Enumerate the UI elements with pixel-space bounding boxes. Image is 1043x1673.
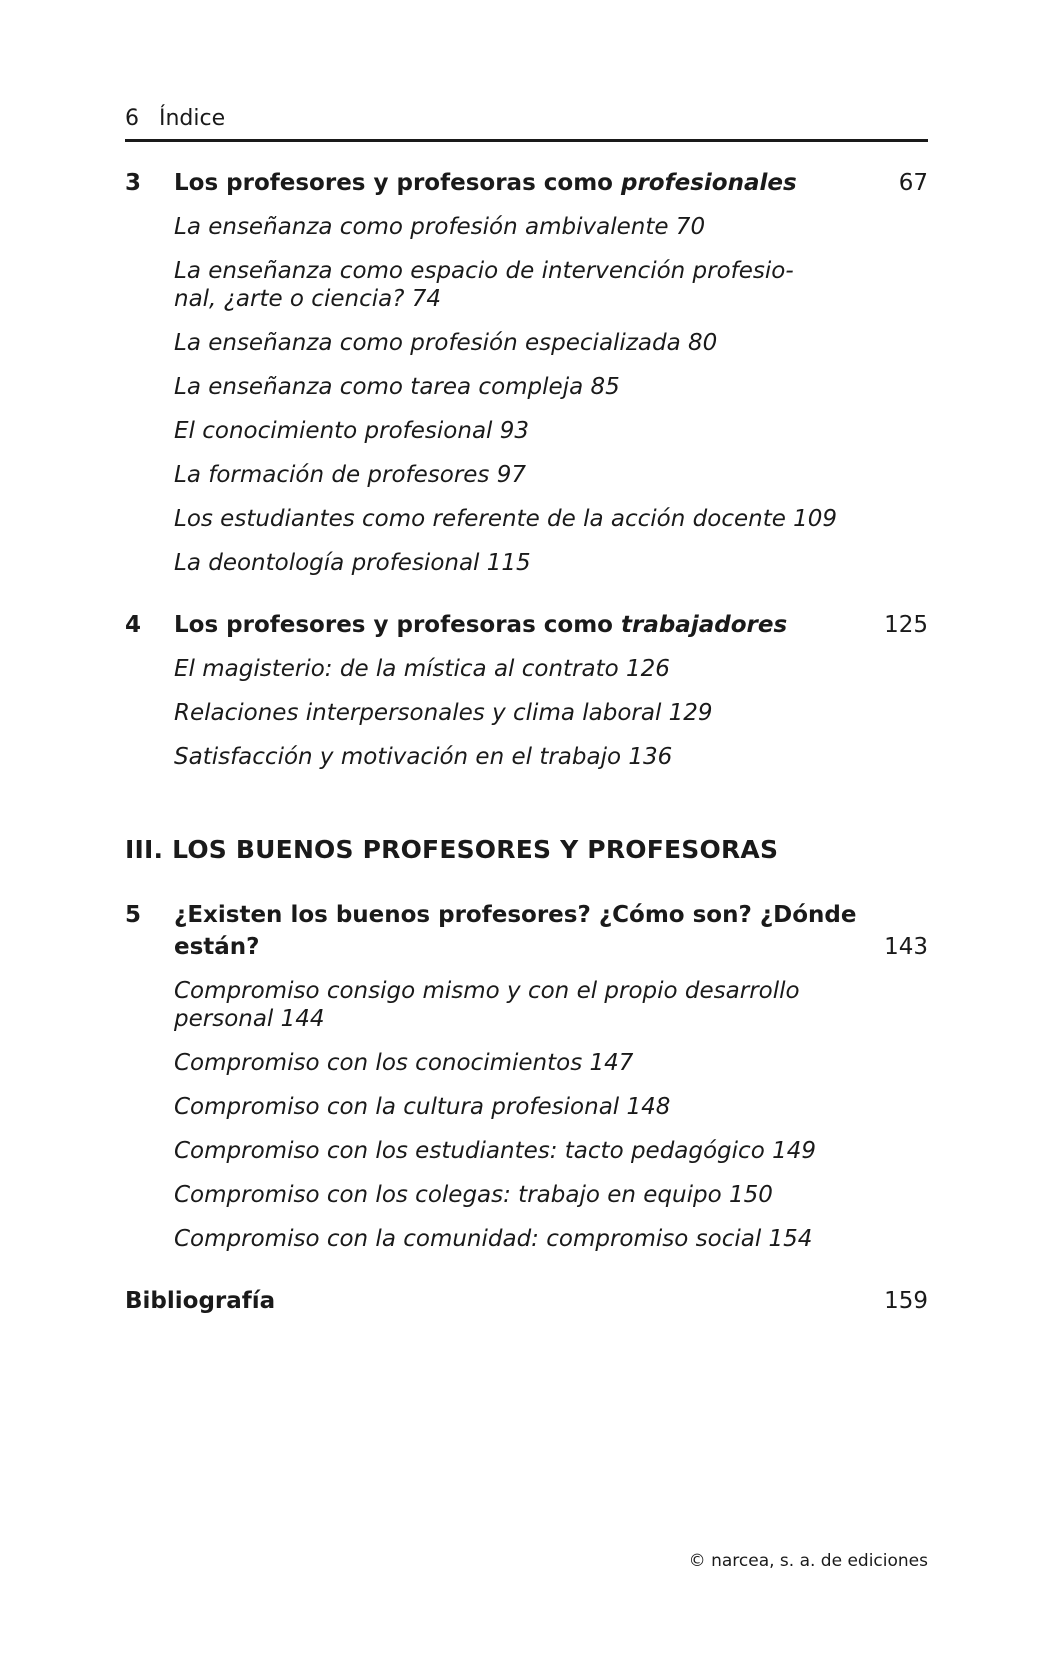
toc-entry: Compromiso con la comunidad: compromiso social 154 xyxy=(174,1226,813,1252)
bibliography-label: Bibliografía xyxy=(125,1288,276,1314)
chapter-5-title-line2: están? xyxy=(174,934,260,960)
chapter-4-title-plain: Los profesores y profesoras como xyxy=(174,612,621,638)
chapter-5-title-line1: ¿Existen los buenos profesores? ¿Cómo son? ¿Dónde xyxy=(174,902,857,928)
toc-entry: La enseñanza como profesión especializada 80 xyxy=(174,330,718,356)
footer-copyright: © narcea, s. a. de ediciones xyxy=(688,1551,928,1571)
toc-entry: La enseñanza como espacio de intervención profesio- xyxy=(174,258,794,284)
chapter-3-page: 67 xyxy=(898,170,928,196)
chapter-3-number: 3 xyxy=(125,170,142,196)
chapter-5-number: 5 xyxy=(125,902,142,928)
running-header-title: Índice xyxy=(159,106,226,131)
toc-entry-continuation: personal 144 xyxy=(174,1006,325,1032)
bibliography-page: 159 xyxy=(884,1288,928,1314)
toc-entry: Relaciones interpersonales y clima laboral 129 xyxy=(174,700,713,726)
toc-entry: Compromiso consigo mismo y con el propio desarrollo xyxy=(174,978,800,1004)
toc-entry: La enseñanza como tarea compleja 85 xyxy=(174,374,620,400)
toc-entry: Compromiso con la cultura profesional 148 xyxy=(174,1094,671,1120)
running-header-page-number: 6 xyxy=(125,106,139,131)
toc-entry: Compromiso con los conocimientos 147 xyxy=(174,1050,634,1076)
toc-entry: El magisterio: de la mística al contrato 126 xyxy=(174,656,670,682)
toc-entry-continuation: nal, ¿arte o ciencia? 74 xyxy=(174,286,441,312)
header-rule xyxy=(125,139,928,142)
toc-entry: La formación de profesores 97 xyxy=(174,462,526,488)
toc-entry: La deontología profesional 115 xyxy=(174,550,531,576)
chapter-3-title xyxy=(174,170,797,196)
toc-entry: El conocimiento profesional 93 xyxy=(174,418,530,444)
chapter-5-page: 143 xyxy=(884,934,928,960)
toc-entry: Compromiso con los estudiantes: tacto pedagógico 149 xyxy=(174,1138,816,1164)
toc-entry: Los estudiantes como referente de la acción docente 109 xyxy=(174,506,838,532)
toc-entry: Satisfacción y motivación en el trabajo 136 xyxy=(174,744,673,770)
chapter-3-title-italic: profesionales xyxy=(620,170,797,196)
chapter-3-title-plain: Los profesores y profesoras como xyxy=(174,170,621,196)
chapter-4-title xyxy=(174,612,787,638)
chapter-4-title-italic: trabajadores xyxy=(620,612,788,638)
toc-entry: Compromiso con los colegas: trabajo en equipo 150 xyxy=(174,1182,773,1208)
toc-entry: La enseñanza como profesión ambivalente 70 xyxy=(174,214,706,240)
chapter-4-page: 125 xyxy=(884,612,928,638)
part-3-title: III. LOS BUENOS PROFESORES Y PROFESORAS xyxy=(125,835,779,864)
chapter-4-number: 4 xyxy=(125,612,142,638)
